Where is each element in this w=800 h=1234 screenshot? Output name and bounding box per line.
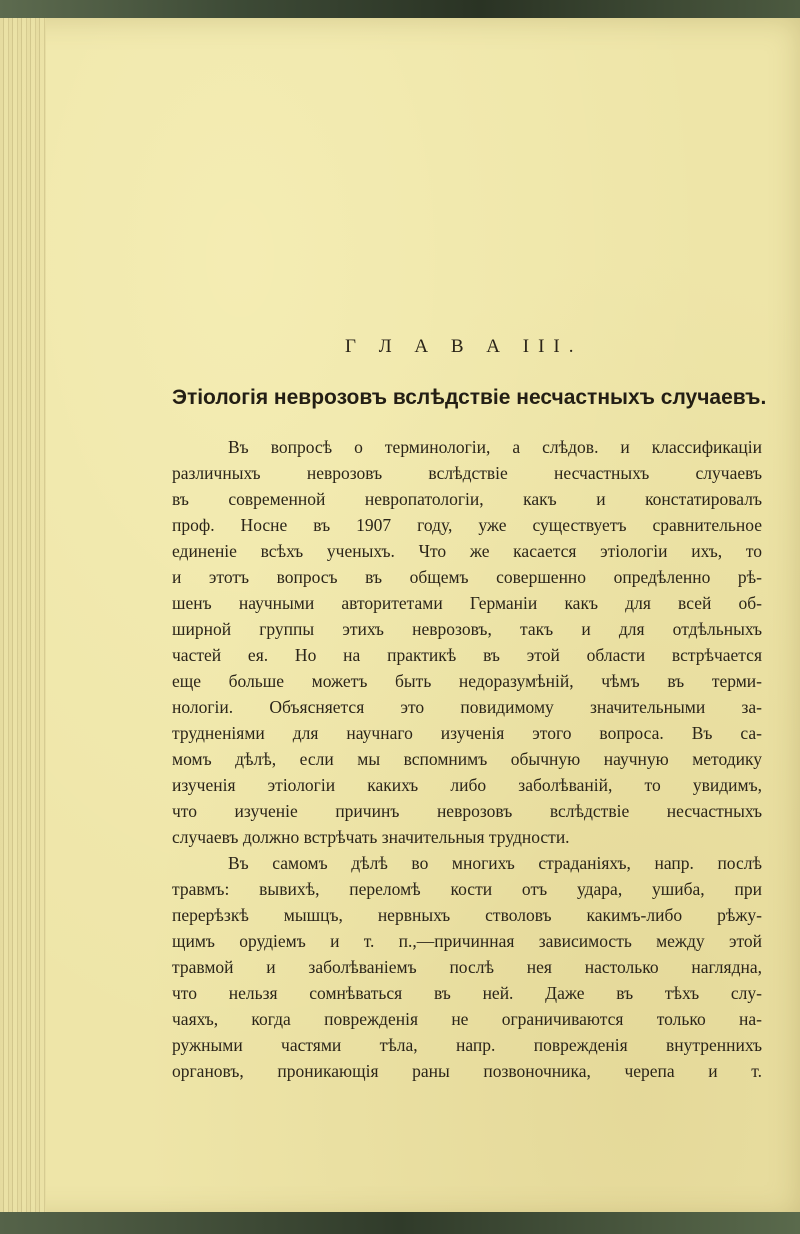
text-line: перерѣзкѣ мышцъ, нервныхъ стволовъ какимъ-либо рѣжу- (172, 905, 762, 925)
text-line: изученія этіологіи какихъ либо заболѣваній, то увидимъ, (172, 775, 762, 795)
text-line: момъ дѣлѣ, если мы вспомнимъ обычную научную методику (172, 749, 762, 769)
scan-background-bottom (0, 1212, 800, 1234)
text-line: чаяхъ, когда поврежденія не ограничиваются только на- (172, 1009, 762, 1029)
text-line: что изученіе причинъ неврозовъ вслѣдствіе несчастныхъ (172, 801, 762, 821)
text-line: случаевъ должно встрѣчать значительныя трудности. (172, 827, 570, 847)
text-line: частей ея. Но на практикѣ въ этой области встрѣчается (172, 645, 762, 665)
chapter-title: Этіологія неврозовъ вслѣдствіе несчастныхъ случаевъ. (172, 386, 767, 409)
text-line: травмой и заболѣваніемъ послѣ нея настолько наглядна, (172, 957, 762, 977)
text-line: трудненіями для научнаго изученія этого вопроса. Въ са- (172, 723, 762, 743)
text-line: шенъ научными авторитетами Германіи какъ для всей об- (172, 593, 762, 613)
text-line: ружными частями тѣла, напр. поврежденія внутреннихъ (172, 1035, 762, 1055)
text-line: органовъ, проникающія раны позвоночника, черепа и т. (172, 1061, 762, 1081)
text-line: ширной группы этихъ неврозовъ, такъ и для отдѣльныхъ (172, 619, 762, 639)
text-line: Въ самомъ дѣлѣ во многихъ страданіяхъ, напр. послѣ (228, 853, 762, 873)
text-line: единеніе всѣхъ ученыхъ. Что же касается этіологіи ихъ, то (172, 541, 762, 561)
text-line: травмъ: вывихѣ, переломѣ кости отъ удара, ушиба, при (172, 879, 762, 899)
text-line: нологіи. Объясняется это повидимому значительными за- (172, 697, 762, 717)
text-line: щимъ орудіемъ и т. п.,—причинная зависимость между этой (172, 931, 762, 951)
chapter-heading: Г Л А В А III. (345, 336, 583, 357)
page-edges (0, 18, 46, 1218)
text-line: проф. Носне въ 1907 году, уже существуетъ сравнительное (172, 515, 762, 535)
text-line: еще больше можетъ быть недоразумѣній, чѣмъ въ терми- (172, 671, 762, 691)
text-line: въ современной невропатологіи, какъ и констатировалъ (172, 489, 762, 509)
text-line: Въ вопросѣ о терминологіи, а слѣдов. и классификаціи (228, 437, 762, 457)
text-line: различныхъ неврозовъ вслѣдствіе несчастныхъ случаевъ (172, 463, 762, 483)
body-text (172, 434, 762, 1084)
text-line: что нельзя сомнѣваться въ ней. Даже въ тѣхъ слу- (172, 983, 762, 1003)
text-line: и этотъ вопросъ въ общемъ совершенно опредѣленно рѣ- (172, 567, 762, 587)
